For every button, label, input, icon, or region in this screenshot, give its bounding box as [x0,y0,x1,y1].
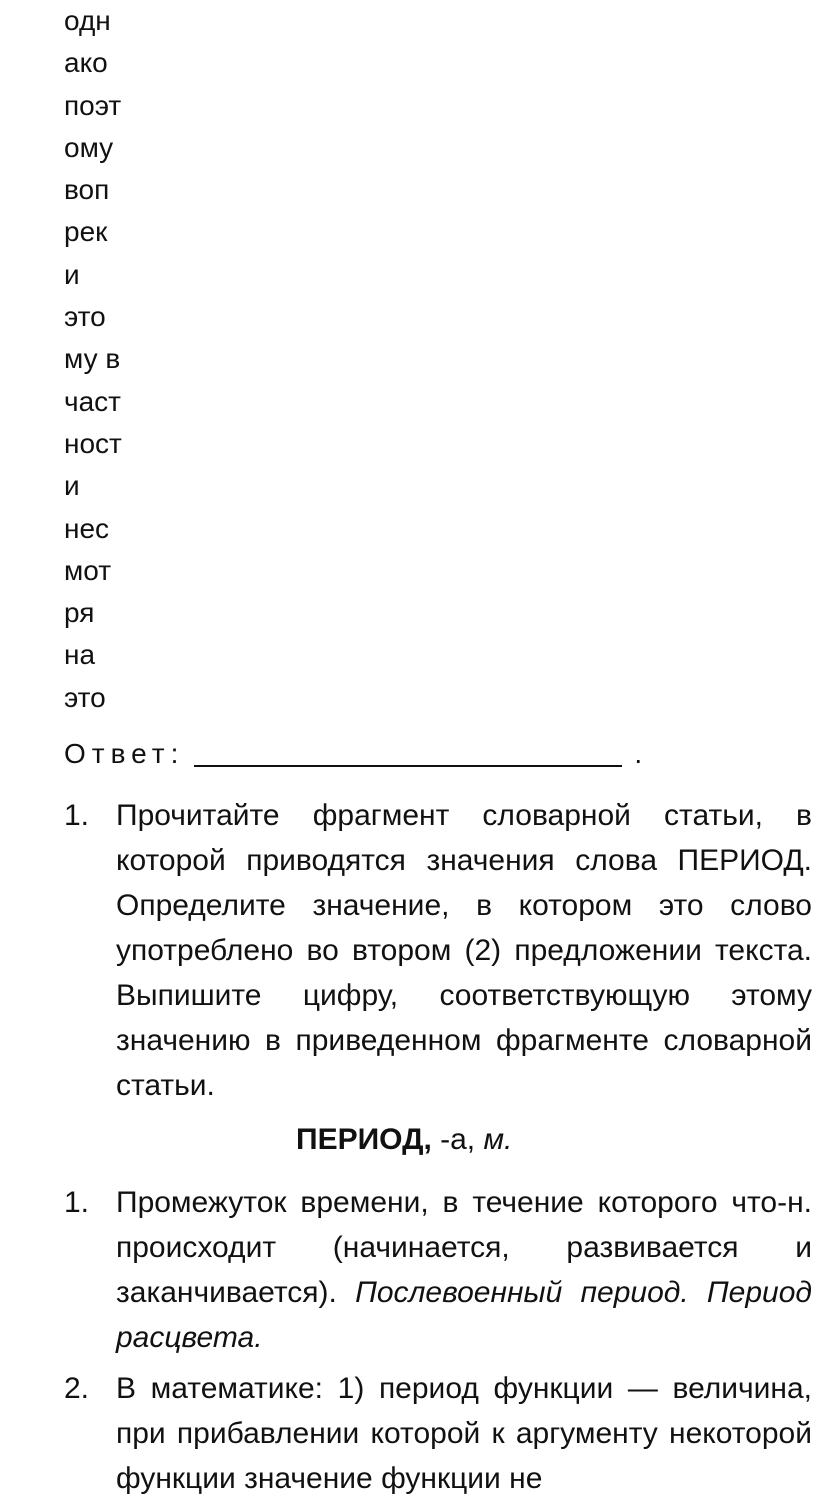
definition-text: Промежуток времени, в течение которого что-н. происходит (начинается, развивается и заканчивается). [116,1186,812,1309]
word-fragment: поэт [64,89,122,121]
definition-list [64,1180,812,1507]
word-fragment: ност [64,427,122,459]
answer-line [64,734,642,774]
word-fragment: ако [64,47,108,79]
definition-item [64,1180,812,1360]
word-fragment: мот [64,554,112,586]
word-fragment: му в [64,343,121,375]
answer-end: . [634,738,643,769]
answer-label: Ответ: [64,738,185,769]
word-fragment: ря [64,597,95,629]
definition-example: Послевоенный период. Период расцвета. [116,1276,812,1354]
word-fragment: одн [64,5,111,36]
definition-number: 2. [64,1372,90,1405]
word-fragment: и [64,258,80,290]
word-fragment: част [64,385,121,417]
word-fragment: рек [64,216,108,248]
word-fragment: воп [64,174,110,206]
word-fragment-column [64,0,144,719]
word-fragment: на [64,639,96,671]
answer-blank[interactable] [194,735,622,767]
task-instruction [64,793,812,1108]
dictionary-headword-line [296,1117,512,1162]
headword-gender: м. [483,1123,513,1156]
word-fragment: нес [64,512,110,544]
word-fragment: и [64,470,80,502]
headword: ПЕРИОД, [296,1123,432,1156]
definition-text: В математике: 1) период функции — величина, при прибавлении которой к аргументу некоторой функции значение функции не [116,1372,812,1495]
word-fragment: это [64,681,106,713]
word-fragment: это [64,301,106,333]
definition-number: 1. [64,1186,90,1219]
headword-ending: -а, [431,1123,484,1156]
task-number: 1. [64,799,90,832]
word-fragment: ому [64,131,114,163]
definition-item [64,1366,812,1501]
task-text: Прочитайте фрагмент словарной статьи, в которой приводятся значения слова ПЕРИОД. Определите значение, в котором это слово употреблено во втором (2) предложении текста. Выпишите цифру, соответствующую этому значению в приведенном фрагменте словарной статьи. [116,799,812,1102]
